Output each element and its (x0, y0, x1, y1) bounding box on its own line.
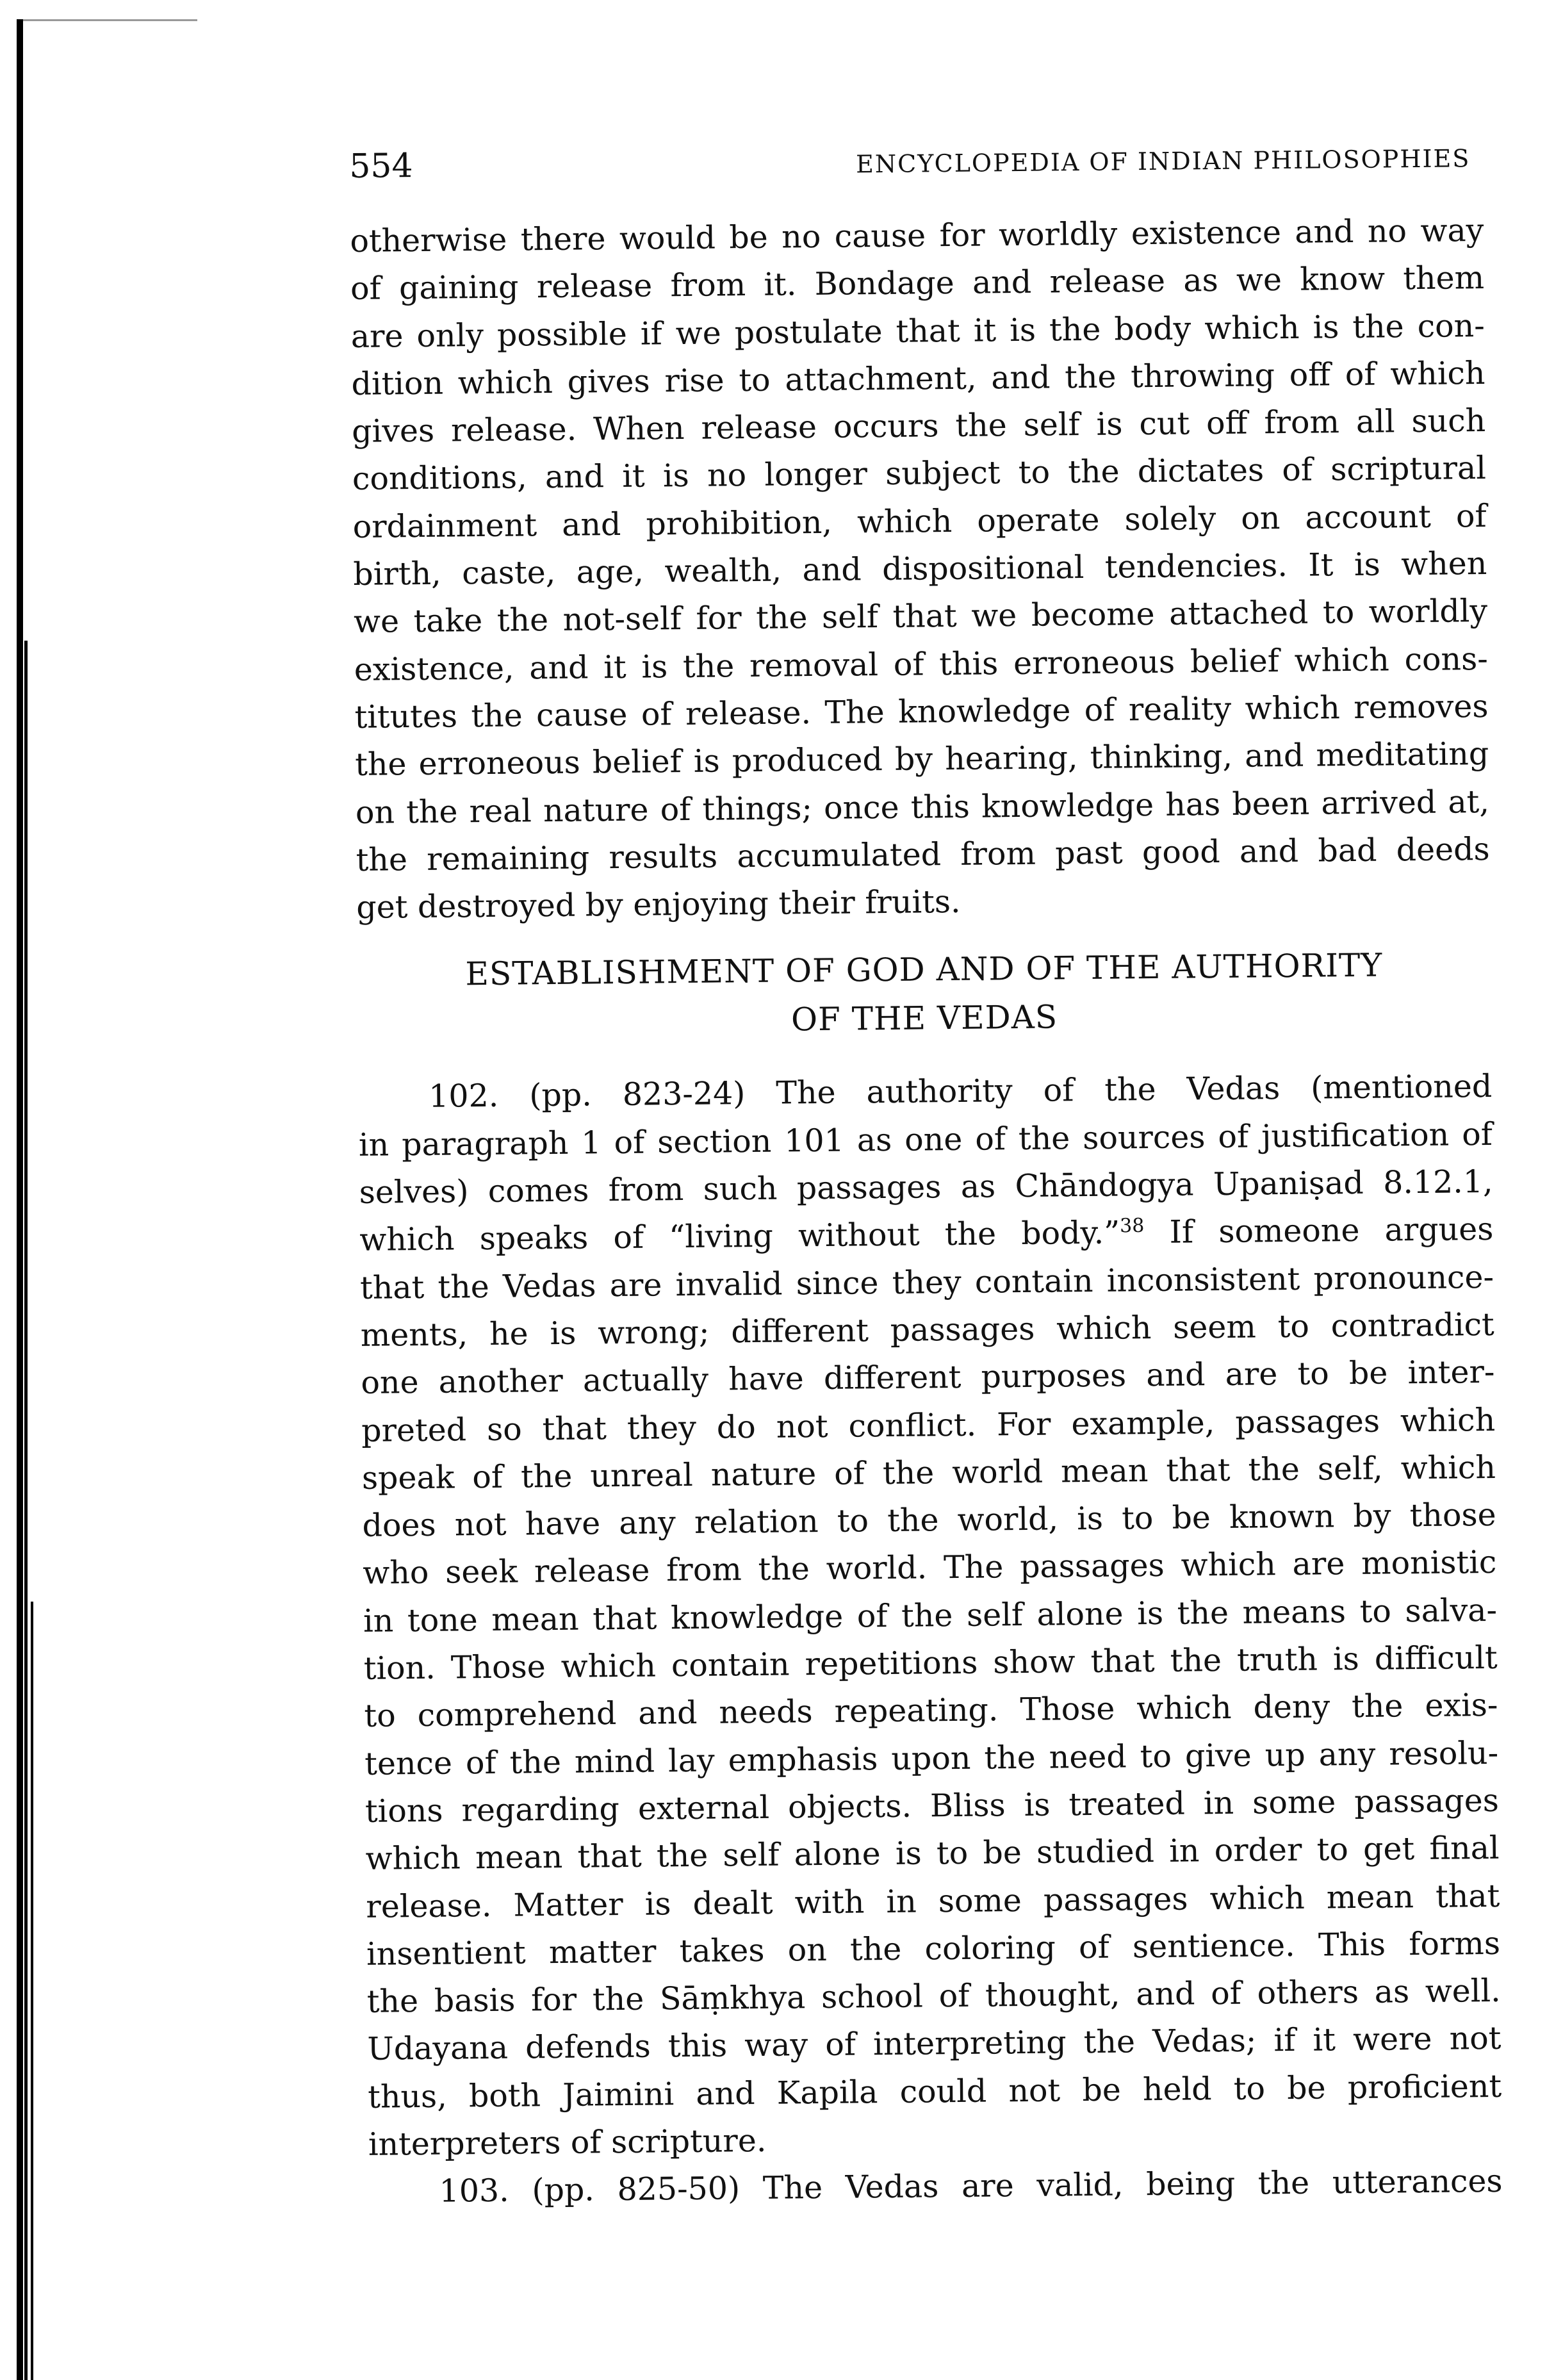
text-line: gives release. When release occurs the self is cut off from all such (351, 402, 1486, 450)
text-segment: which speaks of “living without the body.” (359, 1214, 1120, 1259)
paragraph-102 (358, 1063, 1502, 2169)
section-heading-line: OF THE VEDAS (790, 998, 1058, 1038)
text-line: ordainment and prohibition, which operate solely on account of (352, 497, 1487, 545)
text-line: that the Vedas are invalid since they contain inconsistent pronounce- (359, 1258, 1494, 1306)
running-head: ENCYCLOPEDIA OF INDIAN PHILOSOPHIES (855, 144, 1471, 179)
paragraph-continued (350, 207, 1491, 931)
text-line: 103. (pp. 825-50) The Vedas are valid, being the utterances (439, 2163, 1503, 2210)
text-line: thus, both Jaimini and Kapila could not be held to be proficient (367, 2067, 1502, 2115)
page-number: 554 (349, 147, 413, 186)
text-line: 102. (pp. 823-24) The authority of the Vedas (mentioned (428, 1068, 1493, 1115)
text-line: the remaining results accumulated from past good and bad deeds (356, 830, 1490, 878)
text-line: on the real nature of things; once this knowledge has been arrived at, (355, 783, 1490, 831)
text-line: tion. Those which contain repetitions show that the truth is difficult (363, 1639, 1498, 1687)
text-line: to comprehend and needs repeating. Those which deny the exis- (364, 1687, 1498, 1735)
text-line: the erroneous belief is produced by hearing, thinking, and meditating (354, 735, 1489, 784)
text-line: titutes the cause of release. The knowledge of reality which removes (354, 687, 1489, 735)
text-line: selves) comes from such passages as Chāndogya Upaniṣad 8.12.1, (359, 1163, 1493, 1211)
paragraph-103 (368, 2158, 1503, 2216)
text-line: we take the not-self for the self that we become attached to worldly (353, 593, 1488, 641)
text-line: tions regarding external objects. Bliss is treated in some passages (364, 1782, 1500, 1830)
section-heading-line: ESTABLISHMENT OF GOD AND OF THE AUTHORITY (465, 947, 1383, 993)
text-segment: If someone argues (1169, 1211, 1494, 1251)
text-line: one another actually have different purposes and are to be inter- (361, 1354, 1495, 1402)
book-binding-edge (24, 641, 28, 2380)
text-line: in paragraph 1 of section 101 as one of the sources of justification of (358, 1115, 1493, 1163)
text-line: which mean that the self alone is to be studied in order to get final (365, 1830, 1500, 1878)
text-line: insentient matter takes on the coloring of sentience. This forms (366, 1925, 1501, 1973)
text-line: interpreters of scripture. (368, 2122, 767, 2163)
scan-edge-top (18, 19, 197, 21)
text-line: release. Matter is dealt with in some passages which mean that (366, 1877, 1500, 1925)
text-line: the basis for the Sāṃkhya school of thought, and of others as well. (366, 1972, 1501, 2020)
text-line: preted so that they do not conflict. For example, passages which (361, 1401, 1496, 1449)
page-header (349, 136, 1484, 218)
text-line: get destroyed by enjoying their fruits. (356, 883, 961, 926)
text-line: speak of the unreal nature of the world mean that the self, which (361, 1449, 1496, 1497)
text-line: who seek release from the world. The passages which are monistic (363, 1544, 1497, 1592)
text-line: birth, caste, age, wealth, and dispositional tendencies. It is when (353, 545, 1487, 593)
text-line: ments, he is wrong; different passages which seem to contradict (360, 1306, 1494, 1354)
text-line: Udayana defends this way of interpreting the Vedas; if it were not (367, 2020, 1502, 2068)
text-line: in tone mean that knowledge of the self alone is the means to salva- (363, 1591, 1498, 1639)
book-page (349, 136, 1503, 2216)
text-line: does not have any relation to the world, is to be known by those (362, 1497, 1496, 1545)
text-line: otherwise there would be no cause for worldly existence and no way (350, 212, 1484, 259)
book-binding-edge (31, 1602, 33, 2380)
section-heading (357, 940, 1491, 1048)
book-binding-edge (17, 19, 23, 2380)
text-line: dition which gives rise to attachment, and the throwing off of which (351, 354, 1485, 402)
text-line: of gaining release from it. Bondage and release as we know them (350, 259, 1485, 308)
text-line: existence, and it is the removal of this erroneous belief which cons- (354, 640, 1489, 688)
text-line: conditions, and it is no longer subject to the dictates of scriptural (352, 450, 1487, 498)
text-line: are only possible if we postulate that it is the body which is the con- (350, 307, 1485, 355)
text-line: tence of the mind lay emphasis upon the need to give up any resolu- (364, 1734, 1499, 1782)
footnote-reference: 38 (1120, 1215, 1145, 1238)
